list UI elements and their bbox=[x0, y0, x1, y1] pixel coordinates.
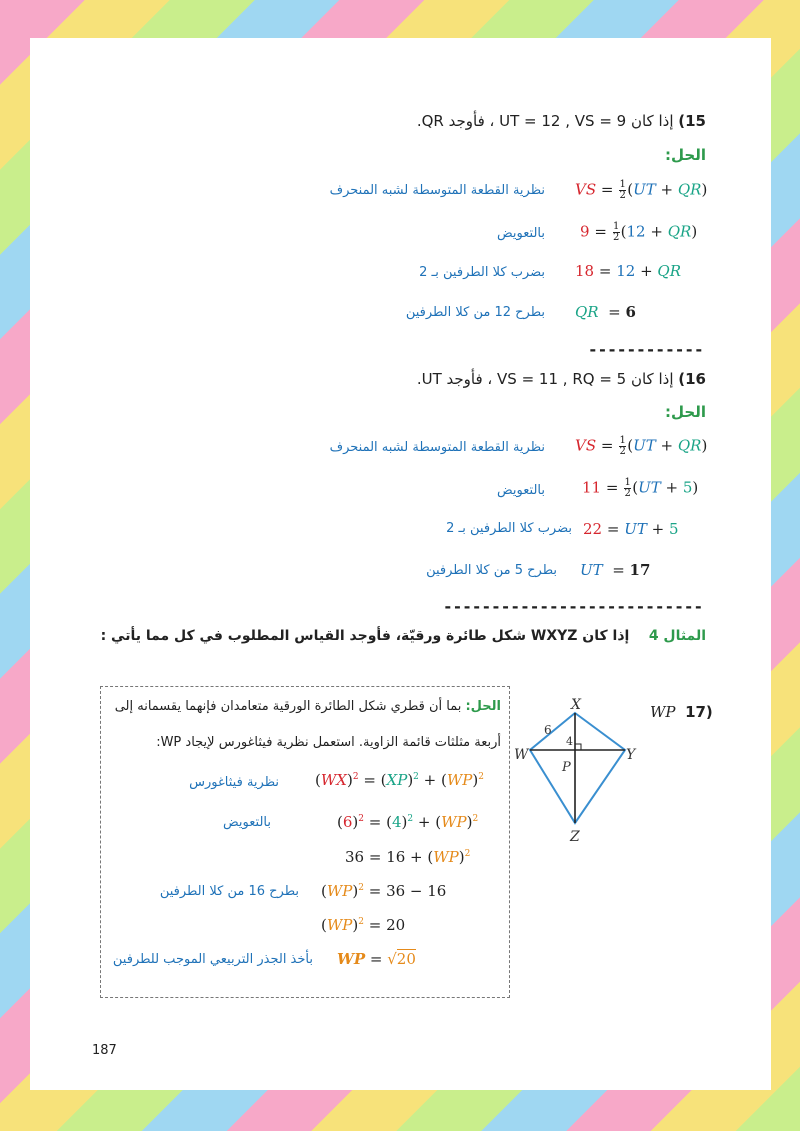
q16-eq-2: 11 = $\frac{1}{2}$ (UT + 5) bbox=[582, 477, 699, 499]
q15-reason-1: نظرية القطعة المتوسطة لشبه المنحرف bbox=[329, 183, 545, 198]
segment-xp-length: 4 bbox=[566, 735, 573, 748]
q17-eq-5: (WP)$^2$ = 20 bbox=[321, 916, 406, 934]
vertex-w-label: W bbox=[514, 747, 529, 763]
q17-intro-1 bbox=[115, 699, 501, 714]
q17-number: 17) bbox=[685, 703, 713, 721]
q17-intro-line2: أربعة مثلثات قائمة الزاوية. استعمل نظرية فيثاغورس لإيجاد WP: bbox=[156, 735, 501, 750]
q17-intro-line1: بما أن قطري شكل الطائرة الورقية متعامدان فإنهما يقسمانه إلى bbox=[114, 699, 462, 714]
q16-eq-4: UT = 17 bbox=[580, 561, 651, 579]
q15-divider: ------------ bbox=[588, 340, 704, 359]
q15-solution-label: الحل: bbox=[665, 146, 706, 164]
q16-divider: --------------------------- bbox=[443, 597, 704, 616]
q16-eq-1: VS = $\frac{1}{2}$ (UT + QR) bbox=[575, 435, 708, 457]
vertex-y-label: Y bbox=[626, 747, 636, 763]
right-angle-mark bbox=[575, 744, 581, 750]
q15-number: 15) bbox=[678, 112, 706, 130]
q17-reason-4: بطرح 16 من كلا الطرفين bbox=[159, 884, 299, 899]
example4-text: إذا كان WXYZ شكل طائرة ورقيّة، فأوجد القياس المطلوب في كل مما يأتي : bbox=[100, 628, 630, 644]
q17-reason-2: بالتعويض bbox=[223, 815, 271, 830]
q15-eq-3: 18 = 12 + QR bbox=[575, 262, 681, 280]
side-wx-length: 6 bbox=[544, 723, 552, 737]
q17-reason-6: بأخذ الجذر التربيعي الموجب للطرفين bbox=[112, 952, 313, 967]
page-number: 187 bbox=[92, 1043, 117, 1058]
q17-solution-box bbox=[100, 686, 510, 998]
q16-reason-1: نظرية القطعة المتوسطة لشبه المنحرف bbox=[329, 440, 545, 455]
q16-solution-label: الحل: bbox=[665, 403, 706, 421]
q17-eq-4: (WP)$^2$ = 36 − 16 bbox=[321, 882, 447, 900]
q17-eq-1: (WX)$^2$ = (XP)$^2$ + (WP)$^2$ bbox=[315, 771, 484, 789]
q15-eq-1: VS = $\frac{1}{2}$ (UT + QR) bbox=[575, 179, 708, 201]
q17-solution-label: الحل: bbox=[465, 699, 501, 714]
vertex-x-label: X bbox=[571, 697, 581, 713]
example4-heading bbox=[101, 628, 706, 644]
q17-prompt bbox=[650, 703, 713, 721]
q15-text: إذا كان UT = 12 , VS = 9 ، فأوجد QR. bbox=[416, 112, 674, 130]
q16-eq-3: 22 = UT + 5 bbox=[583, 520, 679, 538]
q15-eq-4: QR = 6 bbox=[575, 303, 636, 321]
q16-statement bbox=[417, 370, 706, 388]
q16-number: 16) bbox=[678, 370, 706, 388]
q17-eq-2: $(6)^2 = (4)^2 + (WP)^2$ bbox=[337, 813, 479, 831]
q15-reason-2: بالتعويض bbox=[497, 226, 545, 241]
q15-eq-2: 9 = $\frac{1}{2}$ (12 + QR) bbox=[580, 221, 698, 243]
q17-reason-1: نظرية فيثاغورس bbox=[189, 775, 279, 790]
q17-eq-3: 36 = 16 + (WP)$^2$ bbox=[345, 848, 471, 866]
kite-diagram bbox=[508, 693, 638, 853]
q16-reason-4: بطرح 5 من كلا الطرفين bbox=[426, 563, 557, 578]
example4-label: المثال 4 bbox=[648, 628, 706, 644]
center-p-label: P bbox=[562, 760, 571, 775]
q15-reason-3: بضرب كلا الطرفين بـ 2 bbox=[419, 265, 545, 280]
q17-prompt-text: WP bbox=[650, 703, 676, 721]
q15-statement bbox=[417, 112, 706, 130]
q16-reason-2: بالتعويض bbox=[497, 483, 545, 498]
q17-eq-6: WP = √20 bbox=[337, 950, 416, 968]
q15-reason-4: بطرح 12 من كلا الطرفين bbox=[405, 305, 545, 320]
vertex-z-label: Z bbox=[570, 829, 580, 845]
q16-text: إذا كان VS = 11 , RQ = 5 ، فأوجد UT. bbox=[416, 370, 674, 388]
q16-reason-3: بضرب كلا الطرفين بـ 2 bbox=[446, 521, 572, 536]
